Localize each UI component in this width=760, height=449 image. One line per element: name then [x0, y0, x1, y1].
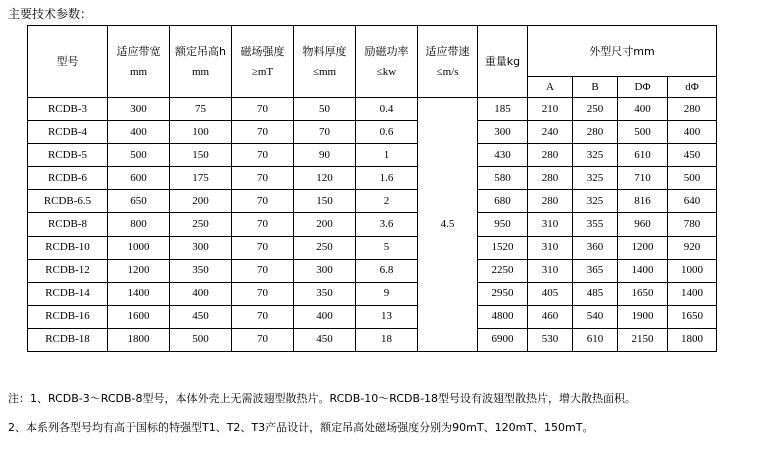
table-cell: 2150	[618, 328, 668, 351]
spec-table-body	[28, 26, 717, 352]
table-cell: 70	[232, 259, 294, 282]
table-cell: 450	[170, 305, 232, 328]
header-thickness	[294, 26, 356, 98]
table-cell: 75	[170, 98, 232, 121]
table-cell: 680	[478, 190, 528, 213]
header-row	[28, 26, 717, 77]
table-cell: 250	[573, 98, 618, 121]
table-cell: 250	[294, 236, 356, 259]
table-cell: 150	[170, 144, 232, 167]
header-weight: 重量kg	[478, 26, 528, 98]
header-hang-height-label: 额定吊高h	[175, 44, 226, 58]
table-cell: 70	[232, 98, 294, 121]
table-cell: 1600	[108, 305, 170, 328]
table-cell: 18	[356, 328, 418, 351]
table-cell: 920	[668, 236, 717, 259]
table-cell: 240	[528, 121, 573, 144]
table-cell: 400	[170, 282, 232, 305]
table-cell: 1520	[478, 236, 528, 259]
table-row	[28, 98, 717, 121]
table-cell: 1400	[108, 282, 170, 305]
header-belt-width-label: 适应带宽	[116, 44, 161, 58]
table-cell: 1	[356, 144, 418, 167]
table-cell: 280	[528, 144, 573, 167]
header-belt-speed	[418, 26, 478, 98]
table-cell: 6.8	[356, 259, 418, 282]
table-cell: RCDB-10	[28, 236, 108, 259]
header-belt-speed-label: 适应带速	[425, 44, 470, 58]
header-field-strength	[232, 26, 294, 98]
table-cell: 1650	[618, 282, 668, 305]
table-cell: 1000	[108, 236, 170, 259]
table-cell: 405	[528, 282, 573, 305]
table-cell: 580	[478, 167, 528, 190]
header-power-unit: ≤kw	[376, 65, 397, 78]
table-cell: 800	[108, 213, 170, 236]
table-cell: 600	[108, 167, 170, 190]
table-row	[28, 213, 717, 236]
table-cell: 185	[478, 98, 528, 121]
header-field-strength-unit: ≥mT	[251, 65, 274, 78]
table-cell: 300	[294, 259, 356, 282]
table-cell: 250	[170, 213, 232, 236]
table-cell: 610	[573, 328, 618, 351]
table-cell: 310	[528, 213, 573, 236]
table-cell: 70	[294, 121, 356, 144]
table-cell: 500	[668, 167, 717, 190]
table-cell: 0.6	[356, 121, 418, 144]
table-cell: 210	[528, 98, 573, 121]
table-cell: RCDB-5	[28, 144, 108, 167]
table-cell: 365	[573, 259, 618, 282]
table-cell: 710	[618, 167, 668, 190]
header-power-label: 励磁功率	[364, 44, 409, 58]
table-cell: 70	[232, 305, 294, 328]
table-cell: 780	[668, 213, 717, 236]
table-cell: 530	[528, 328, 573, 351]
table-cell: 9	[356, 282, 418, 305]
header-hang-height-unit: mm	[191, 65, 210, 78]
table-cell: 500	[618, 121, 668, 144]
table-cell: 960	[618, 213, 668, 236]
table-row	[28, 167, 717, 190]
table-cell: 1400	[618, 259, 668, 282]
table-cell: 355	[573, 213, 618, 236]
table-cell: 650	[108, 190, 170, 213]
table-cell: 200	[170, 190, 232, 213]
table-cell: 70	[232, 282, 294, 305]
table-cell: 450	[668, 144, 717, 167]
belt-speed-merged-cell: 4.5	[418, 98, 478, 352]
table-cell: RCDB-14	[28, 282, 108, 305]
table-cell: RCDB-6.5	[28, 190, 108, 213]
header-belt-width-unit: mm	[129, 65, 148, 78]
table-cell: 70	[232, 190, 294, 213]
table-cell: 3.6	[356, 213, 418, 236]
header-belt-speed-unit: ≤m/s	[436, 65, 459, 78]
header-dim-a: A	[528, 77, 573, 98]
table-cell: 350	[170, 259, 232, 282]
header-model: 型号	[28, 26, 108, 98]
table-cell: RCDB-12	[28, 259, 108, 282]
table-cell: 950	[478, 213, 528, 236]
table-cell: 430	[478, 144, 528, 167]
header-hang-height	[170, 26, 232, 98]
table-cell: 1800	[668, 328, 717, 351]
table-cell: 360	[573, 236, 618, 259]
table-row	[28, 305, 717, 328]
spec-heading: 主要技术参数：	[8, 7, 93, 21]
table-cell: 280	[668, 98, 717, 121]
table-cell: 1650	[668, 305, 717, 328]
table-cell: 100	[170, 121, 232, 144]
table-cell: 70	[232, 236, 294, 259]
table-row	[28, 121, 717, 144]
table-cell: 70	[232, 167, 294, 190]
table-row	[28, 282, 717, 305]
table-cell: 2250	[478, 259, 528, 282]
table-cell: 400	[618, 98, 668, 121]
header-field-strength-label: 磁场强度	[240, 44, 285, 58]
table-cell: 200	[294, 213, 356, 236]
table-cell: 1800	[108, 328, 170, 351]
table-cell: 2	[356, 190, 418, 213]
table-cell: 2950	[478, 282, 528, 305]
table-cell: RCDB-8	[28, 213, 108, 236]
table-cell: RCDB-3	[28, 98, 108, 121]
table-cell: 540	[573, 305, 618, 328]
table-cell: RCDB-16	[28, 305, 108, 328]
table-cell: 4800	[478, 305, 528, 328]
table-cell: 500	[170, 328, 232, 351]
table-cell: 300	[108, 98, 170, 121]
table-row	[28, 190, 717, 213]
table-cell: 400	[668, 121, 717, 144]
header-dimensions: 外型尺寸mm	[528, 26, 717, 77]
table-cell: 50	[294, 98, 356, 121]
header-dim-b: B	[573, 77, 618, 98]
table-row	[28, 328, 717, 351]
table-cell: 325	[573, 144, 618, 167]
table-cell: 90	[294, 144, 356, 167]
table-row	[28, 144, 717, 167]
table-cell: 450	[294, 328, 356, 351]
table-cell: 816	[618, 190, 668, 213]
table-cell: 70	[232, 213, 294, 236]
table-cell: RCDB-6	[28, 167, 108, 190]
table-cell: 1200	[108, 259, 170, 282]
table-cell: 280	[528, 167, 573, 190]
table-cell: 1900	[618, 305, 668, 328]
table-cell: 500	[108, 144, 170, 167]
table-cell: RCDB-4	[28, 121, 108, 144]
table-cell: 300	[170, 236, 232, 259]
table-cell: 70	[232, 144, 294, 167]
table-row	[28, 236, 717, 259]
table-cell: 5	[356, 236, 418, 259]
table-cell: 13	[356, 305, 418, 328]
table-cell: 640	[668, 190, 717, 213]
table-row	[28, 259, 717, 282]
table-cell: 150	[294, 190, 356, 213]
note-1: 注：1、RCDB-3～RCDB-8型号，本体外壳上无需波翅型散热片。RCDB-10～RCDB-18型号设有波翅型散热片，增大散热面积。	[8, 392, 637, 405]
table-cell: 325	[573, 167, 618, 190]
table-cell: 70	[232, 121, 294, 144]
header-dim-big-d: DΦ	[618, 77, 668, 98]
table-cell: 1.6	[356, 167, 418, 190]
table-cell: 280	[573, 121, 618, 144]
table-cell: 1200	[618, 236, 668, 259]
table-cell: 1400	[668, 282, 717, 305]
header-thickness-label: 物料厚度	[302, 44, 347, 58]
table-cell: 6900	[478, 328, 528, 351]
table-cell: 70	[232, 328, 294, 351]
table-cell: RCDB-18	[28, 328, 108, 351]
table-cell: 300	[478, 121, 528, 144]
header-thickness-unit: ≤mm	[312, 65, 337, 78]
table-cell: 460	[528, 305, 573, 328]
table-cell: 280	[528, 190, 573, 213]
header-belt-width	[108, 26, 170, 98]
table-cell: 400	[108, 121, 170, 144]
table-cell: 0.4	[356, 98, 418, 121]
table-cell: 350	[294, 282, 356, 305]
table-cell: 325	[573, 190, 618, 213]
table-cell: 120	[294, 167, 356, 190]
table-cell: 485	[573, 282, 618, 305]
table-cell: 310	[528, 259, 573, 282]
header-dim-small-d: dΦ	[668, 77, 717, 98]
table-cell: 400	[294, 305, 356, 328]
table-cell: 175	[170, 167, 232, 190]
table-cell: 610	[618, 144, 668, 167]
table-cell: 1000	[668, 259, 717, 282]
header-power	[356, 26, 418, 98]
spec-table	[27, 25, 717, 352]
note-2: 2、本系列各型号均有高于国标的特强型T1、T2、T3产品设计，额定吊高处磁场强度分别为90mT、120mT、150mT。	[8, 421, 594, 434]
table-cell: 310	[528, 236, 573, 259]
